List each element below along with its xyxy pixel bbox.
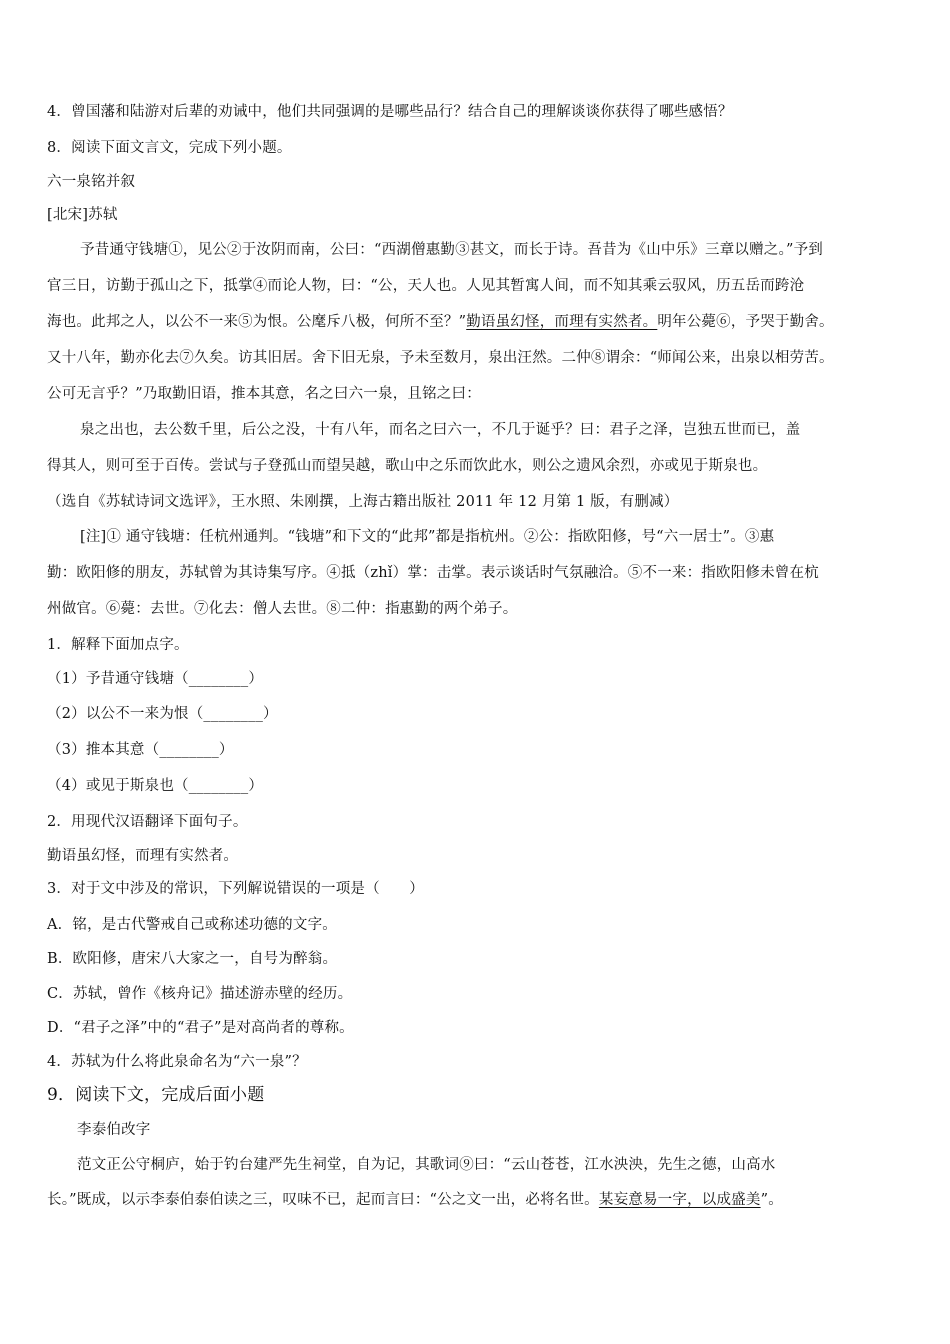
passage2-line (47, 1190, 783, 1210)
option-c: C．苏轼，曾作《核舟记》描述游赤壁的经历。 (47, 986, 353, 1002)
passage2-text: ”。 (760, 1192, 783, 1208)
option-b: B．欧阳修，唐宋八大家之一，自号为醉翁。 (47, 951, 338, 967)
annotation-line: 勤：欧阳修的朋友，苏轼曾为其诗集写序。④抵（zhǐ）掌：击掌。表示谈话时气氛融洽。⑤不一来：指欧阳修未曾在杭 (47, 565, 819, 581)
blank-item-1: （1）予昔通守钱塘（________） (47, 671, 264, 687)
passage-line: 得其人，则可至于百传。尝试与子登孤山而望吴越，歌山中之乐而饮此水，则公之遗风余烈，亦或见于斯泉也。 (47, 458, 768, 474)
subquestion-4: 4．苏轼为什么将此泉命名为“六一泉”？ (47, 1054, 307, 1070)
option-a: A．铭，是古代警戒自己或称述功德的文字。 (47, 917, 337, 933)
underlined-sentence: 勤语虽幻怪，而理有实然者。 (466, 314, 658, 330)
passage-line: 泉之出也，去公数千里，后公之没，十有八年，而名之曰六一，不几于诞乎？曰：君子之泽，岂独五世而已，盖 (80, 422, 801, 438)
section-8-heading: 8．阅读下面文言文，完成下列小题。 (47, 140, 292, 156)
passage2-line: 范文正公守桐庐，始于钓台建严先生祠堂，自为记，其歌词⑨曰：“云山苍苍，江水泱泱，先生之德，山高水 (77, 1157, 776, 1173)
passage-line (47, 312, 834, 332)
passage-title: 六一泉铭并叙 (47, 174, 136, 190)
passage-author: [北宋]苏轼 (47, 207, 118, 223)
blank-item-3: （3）推本其意（________） (47, 742, 234, 758)
subquestion-1: 1．解释下面加点字。 (47, 637, 189, 653)
passage-line: 公可无言乎？”乃取勤旧语，推本其意，名之曰六一泉，且铭之曰： (47, 386, 481, 402)
blank-item-2: （2）以公不一来为恨（________） (47, 706, 278, 722)
passage2-text: 长。”既成，以示李泰伯泰伯读之三，叹味不已，起而言曰：“公之文一出，必将名世。 (47, 1192, 599, 1208)
annotation-line: [注]① 通守钱塘：任杭州通判。“钱塘”和下文的“此邦”都是指杭州。②公：指欧阳修，号“六一居士”。③惠 (80, 529, 775, 545)
passage-line: 又十八年，勤亦化去⑦久矣。访其旧居。舍下旧无泉，予未至数月，泉出汪然。二仲⑧谓余：“师闻公来，出泉以相劳苦。 (47, 350, 834, 366)
annotation-line: 州做官。⑥薨：去世。⑦化去：僧人去世。⑧二仲：指惠勤的两个弟子。 (47, 601, 518, 617)
passage-text: 海也。此邦之人，以公不一来⑤为恨。公麾斥八极，何所不至？” (47, 314, 467, 330)
passage-text: 明年公薨⑥，予哭于勤舍。 (657, 314, 834, 330)
translation-sentence: 勤语虽幻怪，而理有实然者。 (47, 848, 239, 864)
passage2-title: 李泰伯改字 (77, 1122, 151, 1138)
blank-item-4: （4）或见于斯泉也（________） (47, 778, 264, 794)
section-9-heading: 9．阅读下文，完成后面小题 (47, 1085, 265, 1105)
source-citation: （选自《苏轼诗词文选评》，王水照、朱刚撰，上海古籍出版社 2011 年 12 月第 1 版，有删减） (47, 494, 679, 510)
underlined-sentence: 某妄意易一字，以成盛美 (598, 1192, 761, 1208)
passage-line: 予昔通守钱塘①，见公②于汝阴而南，公曰：“西湖僧惠勤③甚文，而长于诗。吾昔为《山中乐》三章以赠之。”予到 (80, 242, 823, 258)
subquestion-3: 3．对于文中涉及的常识，下列解说错误的一项是（ ） (47, 881, 424, 897)
question-4-prompt: 4．曾国藩和陆游对后辈的劝诫中，他们共同强调的是哪些品行？结合自己的理解谈谈你获得了哪些感悟？ (47, 104, 733, 120)
subquestion-2: 2．用现代汉语翻译下面句子。 (47, 814, 248, 830)
passage-line: 官三日，访勤于孤山之下，抵掌④而论人物，曰：“公，天人也。人见其暂寓人间，而不知其乘云驭风，历五岳而跨沧 (47, 278, 805, 294)
option-d: D．“君子之泽”中的“君子”是对高尚者的尊称。 (47, 1020, 354, 1036)
